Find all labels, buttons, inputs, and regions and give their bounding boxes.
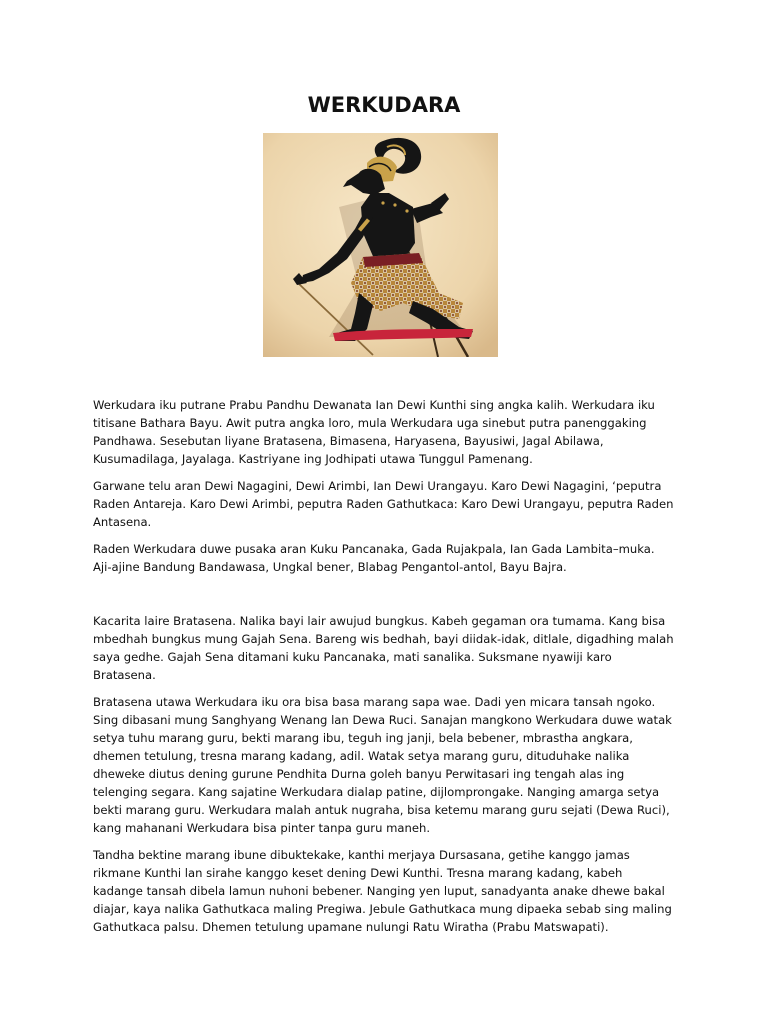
wayang-puppet-image	[263, 133, 498, 357]
paragraph-character: Bratasena utawa Werkudara iku ora bisa basa marang sapa wae. Dadi yen micara tansah ngoko. Sing dibasani mung Sanghyang Wenang lan Dewa Ruci. Sanajan mangkono Werkudara duwe watak setya tuhu marang guru, bekti marang ibu, teguh ing janji, bela bebener, mbrastha angkara, dhemen tetulung, tresna marang kadang, adil. Watak setya marang guru, dituduhake nalika dheweke diutus dening gurune Pendhita Durna goleh banyu Perwitasari ing tengah alas ing telenging segara. Kang sajatine Werkudara dialap patine, dijlomprongake. Nanging amarga setya bekti marang guru. Werkudara malah antuk nugraha, bisa ketemu marang guru sejati (Dewa Ruci), kang mahanani Werkudara bisa pinter tanpa guru maneh.	[93, 695, 672, 835]
paragraph-wives: Garwane telu aran Dewi Nagagini, Dewi Arimbi, Ian Dewi Urangayu. Karo Dewi Nagagini, ‘peputra Raden Antareja. Karo Dewi Arimbi, peputra Raden Gathutkaca: Karo Dewi Urangayu, peputra Raden Antasena.	[93, 479, 674, 529]
article-body	[93, 396, 675, 945]
paragraph-devotion: Tandha bektine marang ibune dibuktekake, kanthi merjaya Dursasana, getihe kanggo jamas rikmane Kunthi lan sirahe kanggo keset dening Dewi Kunthi. Tresna marang kadang, kabeh kadange tansah dibela lamun nuhoni bebener. Nanging yen luput, sanadyanta anake dhewe bakal diajar, kaya nalika Gathutkaca maling Pregiwa. Jebule Gathutkaca mung dipaeka sebab sing maling Gathutkaca palsu. Dhemen tetulung upamane nulungi Ratu Wiratha (Prabu Matswapati).	[93, 848, 672, 934]
wayang-puppet-illustration	[263, 133, 498, 357]
paragraph-birth: Kacarita laire Bratasena. Nalika bayi lair awujud bungkus. Kabeh gegaman ora tumama. Kang bisa mbedhah bungkus mung Gajah Sena. Bareng wis bedhah, bayi diidak-idak, ditlale, digadhing malah saya gedhe. Gajah Sena ditamani kuku Pancanaka, mati sanalika. Suksmane nyawiji karo Bratasena.	[93, 614, 674, 682]
page-title: WERKUDARA	[307, 93, 461, 117]
paragraph-intro: Werkudara iku putrane Prabu Pandhu Dewanata Ian Dewi Kunthi sing angka kalih. Werkudara iku titisane Bathara Bayu. Awit putra angka loro, mula Werkudara uga sinebut putra panenggaking Pandhawa. Sesebutan liyane Bratasena, Bimasena, Haryasena, Bayusiwi, Jagal Abilawa, Kusumadilaga, Jayalaga. Kastriyane ing Jodhipati utawa Tunggul Pamenang.	[93, 398, 655, 466]
paragraph-heirlooms: Raden Werkudara duwe pusaka aran Kuku Pancanaka, Gada Rujakpala, Ian Gada Lambita–muka. Aji-ajine Bandung Bandawasa, Ungkal bener, Blabag Pengantol-antol, Bayu Bajra.	[93, 542, 655, 574]
